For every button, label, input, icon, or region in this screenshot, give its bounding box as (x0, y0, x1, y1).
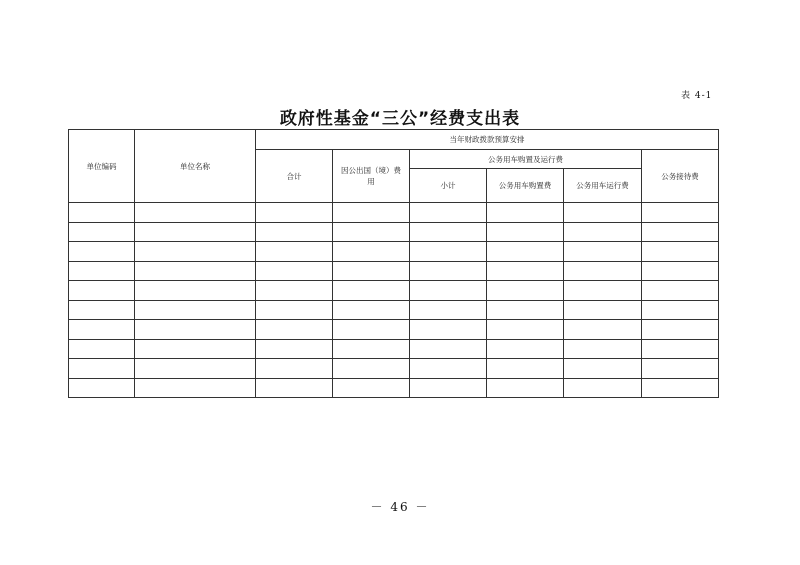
table-cell (642, 222, 719, 242)
table-cell (642, 378, 719, 398)
table-cell (564, 203, 642, 223)
table-cell (642, 320, 719, 340)
table-cell (333, 261, 410, 281)
header-vehicle-purchase: 公务用车购置费 (487, 169, 564, 203)
table-cell (135, 339, 256, 359)
header-total: 合计 (256, 150, 333, 203)
table-cell (69, 359, 135, 379)
table-cell (69, 281, 135, 301)
table-cell (333, 242, 410, 262)
header-vehicle-operation: 公务用车运行费 (564, 169, 642, 203)
table-cell (487, 359, 564, 379)
table-cell (564, 261, 642, 281)
table-cell (333, 378, 410, 398)
table-cell (69, 222, 135, 242)
table-cell (256, 339, 333, 359)
table-cell (564, 222, 642, 242)
table-cell (333, 222, 410, 242)
table-cell (410, 203, 487, 223)
table-cell (135, 359, 256, 379)
table-cell (135, 320, 256, 340)
table-row (69, 203, 719, 223)
table-cell (564, 359, 642, 379)
table-cell (256, 203, 333, 223)
table-cell (256, 300, 333, 320)
header-budget-group: 当年财政拨款预算安排 (256, 130, 719, 150)
table-cell (256, 222, 333, 242)
table-cell (256, 281, 333, 301)
table-row (69, 320, 719, 340)
table-cell (256, 261, 333, 281)
table-cell (410, 378, 487, 398)
table-cell (487, 261, 564, 281)
expenditure-table (68, 129, 719, 398)
table-cell (69, 378, 135, 398)
table-cell (564, 281, 642, 301)
table-cell (564, 242, 642, 262)
table-cell (564, 300, 642, 320)
table-cell (410, 281, 487, 301)
table-number-label: 表 4-1 (681, 91, 713, 101)
table-cell (333, 359, 410, 379)
table-cell (410, 222, 487, 242)
table-cell (642, 203, 719, 223)
table-cell (69, 339, 135, 359)
table-cell (487, 203, 564, 223)
table-cell (642, 339, 719, 359)
table-cell (69, 242, 135, 262)
table-cell (642, 359, 719, 379)
table-cell (410, 320, 487, 340)
header-reception: 公务接待费 (642, 150, 719, 203)
header-vehicle-subtotal: 小计 (410, 169, 487, 203)
table-cell (410, 339, 487, 359)
header-travel-abroad-text: 因公出国（境）费用 (341, 166, 401, 186)
table-cell (487, 339, 564, 359)
table-row (69, 242, 719, 262)
header-travel-abroad (333, 150, 410, 203)
table-cell (564, 339, 642, 359)
table-cell (487, 300, 564, 320)
page-number: － 46 － (370, 500, 430, 514)
table-row (69, 378, 719, 398)
table-cell (69, 320, 135, 340)
header-unit-name: 单位名称 (135, 130, 256, 203)
table-cell (135, 203, 256, 223)
table-cell (642, 242, 719, 262)
table-row (69, 261, 719, 281)
table-cell (256, 320, 333, 340)
table-cell (333, 300, 410, 320)
table-cell (256, 378, 333, 398)
table-cell (256, 242, 333, 262)
table-cell (564, 320, 642, 340)
header-unit-code: 单位编码 (69, 130, 135, 203)
table-cell (135, 242, 256, 262)
table-row (69, 339, 719, 359)
table-cell (410, 261, 487, 281)
table-cell (69, 203, 135, 223)
table-cell (410, 242, 487, 262)
page-title: 政府性基金“三公”经费支出表 (279, 109, 521, 129)
table-cell (69, 261, 135, 281)
table-cell (135, 261, 256, 281)
table-cell (135, 281, 256, 301)
table-cell (333, 203, 410, 223)
table-row (69, 281, 719, 301)
table-cell (487, 320, 564, 340)
table-cell (256, 359, 333, 379)
table-cell (487, 378, 564, 398)
table-cell (487, 222, 564, 242)
table-row (69, 300, 719, 320)
table-row (69, 222, 719, 242)
table-cell (642, 300, 719, 320)
table-row (69, 359, 719, 379)
table-cell (642, 261, 719, 281)
table-cell (69, 300, 135, 320)
table-cell (333, 320, 410, 340)
table-cell (642, 281, 719, 301)
header-vehicle-group: 公务用车购置及运行费 (410, 150, 642, 169)
table-cell (135, 378, 256, 398)
table-cell (487, 242, 564, 262)
table-cell (333, 339, 410, 359)
table-body (69, 203, 719, 398)
table-cell (135, 300, 256, 320)
table-cell (564, 378, 642, 398)
table-cell (410, 300, 487, 320)
table-cell (487, 281, 564, 301)
table-cell (135, 222, 256, 242)
table-cell (410, 359, 487, 379)
table-cell (333, 281, 410, 301)
